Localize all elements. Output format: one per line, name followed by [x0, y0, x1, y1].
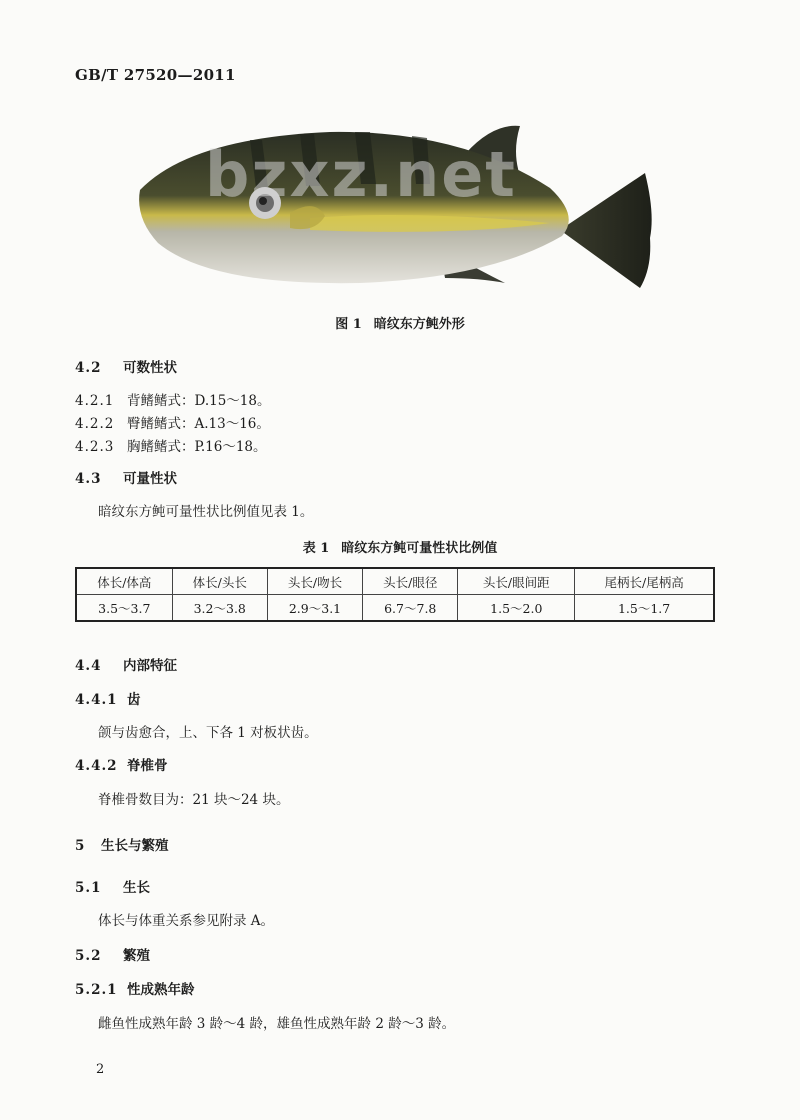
section-heading-4-3 — [75, 467, 177, 487]
section-number: 5.1 — [75, 880, 102, 896]
clause-4-2-1 — [75, 389, 271, 409]
table-row — [76, 595, 714, 622]
section-title: 生长与繁殖 — [101, 838, 169, 854]
proportion-table — [75, 567, 715, 622]
clause-text: 背鳍鳍式：D.15～18。 — [127, 393, 271, 409]
section-heading-4-4 — [75, 654, 177, 674]
table-cell: 2.9～3.1 — [267, 595, 362, 622]
clause-number: 4.2.2 — [75, 416, 115, 432]
section-number: 4.4.2 — [75, 758, 118, 774]
watermark-text: bzxz.net — [205, 138, 517, 211]
section-title: 内部特征 — [123, 658, 177, 674]
section-title: 性成熟年龄 — [127, 982, 195, 998]
section-title: 繁殖 — [123, 948, 150, 964]
clause-text: 臀鳍鳍式：A.13～16。 — [127, 416, 270, 432]
section-title: 脊椎骨 — [127, 758, 168, 774]
section-number: 4.3 — [75, 471, 102, 487]
table-header-cell: 尾柄长/尾柄高 — [575, 568, 714, 595]
table-cell: 1.5～1.7 — [575, 595, 714, 622]
clause-4-2-3 — [75, 435, 267, 455]
clause-4-2-2 — [75, 412, 270, 432]
page-number: 2 — [96, 1062, 105, 1077]
figure-caption-text: 暗纹东方鲀外形 — [373, 317, 465, 332]
table-title — [0, 537, 800, 556]
section-4-4-2-text: 脊椎骨数目为：21 块～24 块。 — [98, 792, 290, 808]
section-heading-5-2 — [75, 944, 150, 964]
section-title: 可数性状 — [123, 360, 177, 376]
table-title-text: 暗纹东方鲀可量性状比例值 — [341, 541, 498, 556]
section-4-4-1-text: 颌与齿愈合，上、下各 1 对板状齿。 — [98, 725, 318, 741]
section-number: 4.4 — [75, 658, 102, 674]
table-cell: 3.5～3.7 — [76, 595, 172, 622]
section-number: 4.2 — [75, 360, 102, 376]
figure-label: 图 1 — [335, 317, 362, 332]
clause-number: 4.2.3 — [75, 439, 115, 455]
standard-code: GB/T 27520—2011 — [75, 66, 236, 84]
section-number: 5 — [75, 838, 86, 854]
section-4-3-text: 暗纹东方鲀可量性状比例值见表 1。 — [98, 504, 314, 520]
table-header-row — [76, 568, 714, 595]
table-cell: 6.7～7.8 — [363, 595, 458, 622]
section-heading-5-1 — [75, 876, 150, 896]
section-heading-4-4-1 — [75, 688, 141, 708]
section-heading-5-2-1 — [75, 978, 195, 998]
section-5-1-text: 体长与体重关系参见附录 A。 — [98, 913, 275, 929]
section-title: 可量性状 — [123, 471, 177, 487]
section-heading-4-4-2 — [75, 754, 168, 774]
section-heading-4-2 — [75, 356, 177, 376]
section-number: 5.2.1 — [75, 982, 118, 998]
table-header-cell: 头长/眼径 — [363, 568, 458, 595]
clause-text: 胸鳍鳍式：P.16～18。 — [127, 439, 267, 455]
table-cell: 3.2～3.8 — [172, 595, 267, 622]
table-header-cell: 体长/体高 — [76, 568, 172, 595]
section-number: 5.2 — [75, 948, 102, 964]
table-label: 表 1 — [302, 541, 330, 556]
section-number: 4.4.1 — [75, 692, 118, 708]
table-header-cell: 头长/吻长 — [267, 568, 362, 595]
section-heading-5 — [75, 834, 169, 854]
section-5-2-1-text: 雌鱼性成熟年龄 3 龄～4 龄，雄鱼性成熟年龄 2 龄～3 龄。 — [98, 1016, 456, 1032]
section-title: 生长 — [123, 880, 150, 896]
table-header-cell: 体长/头长 — [172, 568, 267, 595]
table-cell: 1.5～2.0 — [458, 595, 575, 622]
figure-caption — [0, 313, 800, 332]
clause-number: 4.2.1 — [75, 393, 115, 409]
table-header-cell: 头长/眼间距 — [458, 568, 575, 595]
section-title: 齿 — [127, 692, 141, 708]
